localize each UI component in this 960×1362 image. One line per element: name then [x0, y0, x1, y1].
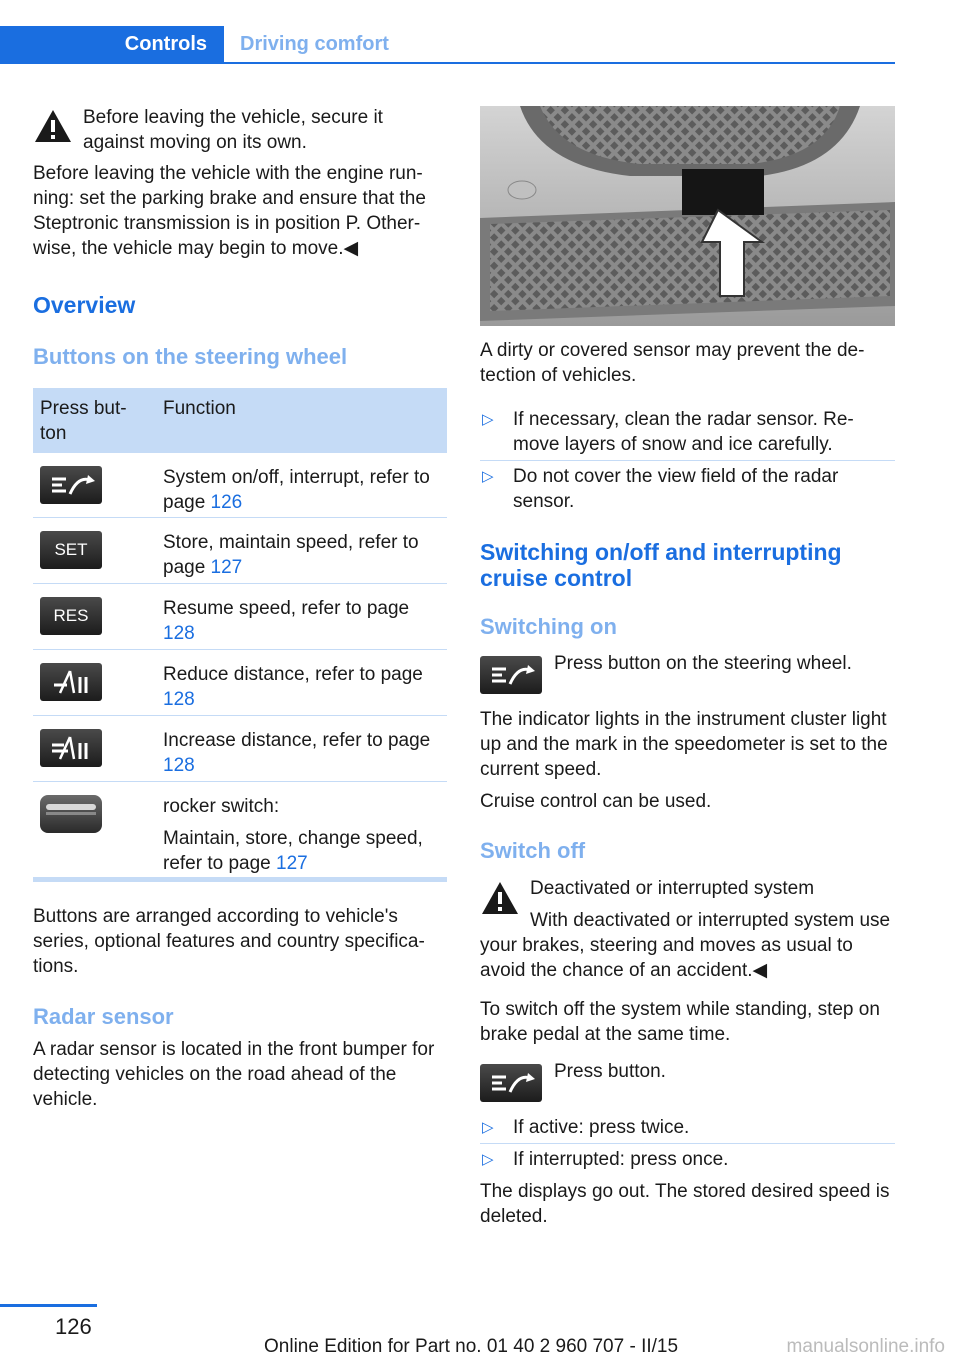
- paragraph: Before leaving the vehicle with the engine run-ning: set the parking brake and ensure that the Steptronic transmission is in position P. Other-wise, the vehicle may begin to move.◀: [33, 163, 426, 259]
- triangle-bullet-icon: ▷: [482, 411, 494, 428]
- warning-title: Deactivated or interrupted system: [530, 878, 815, 899]
- col-header-press-button: Press but-ton: [40, 398, 127, 444]
- list-item: ▷ Do not cover the view field of the radar sensor.: [482, 466, 839, 512]
- cruise-control-icon: [480, 1064, 542, 1102]
- list-item: ▷ If necessary, clean the radar sensor. Re-move layers of snow and ice carefully.: [480, 407, 895, 457]
- instruction-text: Press button.: [554, 1061, 666, 1082]
- table-row: [33, 584, 447, 650]
- set-button-icon: SET: [40, 531, 102, 569]
- heading-switch-off: Switch off: [480, 838, 586, 863]
- warning-icon: [33, 108, 73, 144]
- triangle-bullet-icon: ▷: [482, 1151, 494, 1168]
- table-row: [33, 650, 447, 716]
- cruise-control-icon: [480, 656, 542, 694]
- paragraph: A radar sensor is located in the front bumper for detecting vehicles on the road ahead of the vehicle.: [33, 1039, 435, 1110]
- paragraph: The displays go out. The stored desired speed is deleted.: [480, 1181, 890, 1227]
- page-link[interactable]: 127: [210, 557, 243, 578]
- table-row: [33, 453, 447, 518]
- col-header-function: Function: [163, 398, 236, 419]
- photo-caption: A dirty or covered sensor may prevent the de-tection of vehicles.: [480, 340, 865, 386]
- triangle-bullet-icon: ▷: [482, 468, 494, 485]
- cruise-control-icon: [40, 466, 102, 504]
- instruction-text: Press button on the steering wheel.: [554, 653, 852, 674]
- increase-distance-icon: [40, 729, 102, 767]
- page-link[interactable]: 126: [210, 492, 243, 513]
- paragraph: Cruise control can be used.: [480, 791, 712, 812]
- reduce-distance-icon: [40, 663, 102, 701]
- watermark: manualsonline.info: [786, 1336, 945, 1357]
- table-header: [33, 388, 447, 453]
- table-cell: rocker switch: Maintain, store, change speed, refer to page 127: [163, 796, 423, 874]
- buttons-table: [33, 388, 447, 882]
- table-cell: Resume speed, refer to page 128: [163, 598, 410, 644]
- warning-text: With deactivated or interrupted system use your brakes, steering and moves as usual to avoid the chance of an accident.◀: [480, 910, 891, 981]
- paragraph: The indicator lights in the instrument cluster light up and the mark in the speedometer is set to the current speed.: [480, 709, 888, 780]
- bullet-list: [480, 1115, 895, 1179]
- list-item: ▷ If active: press twice.: [480, 1115, 895, 1140]
- heading-switching-on: Switching on: [480, 614, 617, 639]
- table-cell: Reduce distance, refer to page 128: [163, 664, 423, 710]
- paragraph: To switch off the system while standing, step on brake pedal at the same time.: [480, 999, 880, 1045]
- page-link[interactable]: 128: [163, 755, 195, 776]
- edition-text: Online Edition for Part no. 01 40 2 960 707 - II/15: [264, 1336, 679, 1357]
- table-row: [33, 782, 447, 877]
- paragraph: Buttons are arranged according to vehicle's series, optional features and country specifica-tions.: [33, 906, 425, 977]
- radar-sensor-photo: [480, 106, 895, 326]
- footer-rule: [0, 1304, 97, 1307]
- heading-switching: Switching on/off and interrupting cruise control: [480, 539, 842, 591]
- chapter-tabs: [0, 26, 895, 64]
- page-link[interactable]: 128: [163, 623, 195, 644]
- table-cell: Increase distance, refer to page 128: [163, 730, 431, 776]
- triangle-bullet-icon: ▷: [482, 1119, 494, 1136]
- page-number: 126: [55, 1314, 92, 1339]
- page-link[interactable]: 127: [276, 853, 308, 874]
- table-cell: System on/off, interrupt, refer to page 126: [163, 467, 430, 513]
- res-button-icon: RES: [40, 597, 102, 635]
- table-cell: Store, maintain speed, refer to page 127: [163, 532, 419, 578]
- table-row: [33, 518, 447, 584]
- table-bottom-rule: [33, 877, 447, 882]
- tab-controls[interactable]: Controls: [0, 26, 224, 62]
- table-row: [33, 716, 447, 782]
- heading-overview: Overview: [33, 292, 136, 318]
- bullet-list: [480, 407, 895, 521]
- page-link[interactable]: 128: [163, 689, 195, 710]
- warning-text: Before leaving the vehicle, secure it against moving on its own.: [83, 107, 383, 153]
- tab-driving-comfort[interactable]: Driving comfort: [240, 33, 389, 55]
- rocker-switch-icon: [40, 795, 102, 833]
- heading-steering-buttons: Buttons on the steering wheel: [33, 344, 348, 369]
- heading-radar-sensor: Radar sensor: [33, 1004, 174, 1029]
- list-item: ▷ If interrupted: press once.: [482, 1149, 729, 1170]
